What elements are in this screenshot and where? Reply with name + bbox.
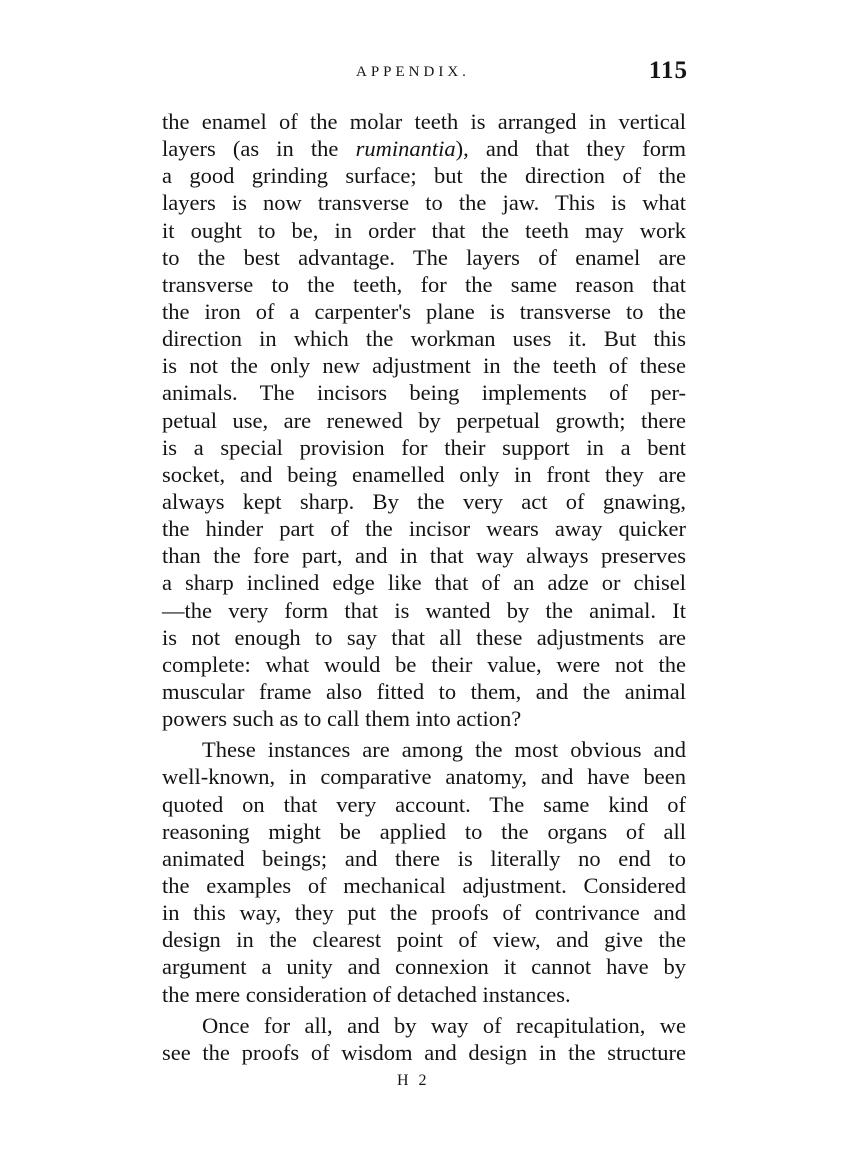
- text-line: petual use, are renewed by perpetual growth; there: [162, 407, 686, 433]
- text-line: the examples of mechanical adjustment. Considered: [162, 872, 686, 898]
- text-line: —the very form that is wanted by the animal. It: [162, 597, 686, 623]
- paragraph: [162, 736, 686, 1007]
- text-line: the iron of a carpenter's plane is transverse to the: [162, 298, 686, 324]
- running-head: [162, 57, 686, 91]
- text-line: always kept sharp. By the very act of gnawing,: [162, 488, 686, 514]
- text-line: the hinder part of the incisor wears away quicker: [162, 516, 686, 542]
- text-line: complete: what would be their value, were not the: [162, 651, 686, 677]
- text-line: animals. The incisors being implements of per-: [162, 380, 686, 406]
- text-line: a good grinding surface; but the direction of the: [162, 163, 686, 189]
- body-text: [162, 108, 686, 1066]
- italic-term: ruminantia: [355, 136, 456, 162]
- text-line: see the proofs of wisdom and design in the structure: [162, 1039, 686, 1065]
- text-line: design in the clearest point of view, and give the: [162, 927, 686, 953]
- text-line: layers (as in the ruminantia), and that they form: [162, 136, 686, 162]
- text-line: reasoning might be applied to the organs of all: [162, 818, 686, 844]
- text-line: a sharp inclined edge like that of an adze or chisel: [162, 570, 686, 596]
- text-line: layers is now transverse to the jaw. This is what: [162, 190, 686, 216]
- text-line: quoted on that very account. The same kind of: [162, 791, 686, 817]
- text-line: is a special provision for their support in a bent: [162, 434, 686, 460]
- text-line: is not enough to say that all these adjustments are: [162, 624, 686, 650]
- text-line: to the best advantage. The layers of enamel are: [162, 244, 686, 270]
- signature-mark: H 2: [397, 1072, 430, 1089]
- text-line: muscular frame also fitted to them, and the animal: [162, 678, 686, 704]
- text-line: Once for all, and by way of recapitulation, we: [202, 1012, 686, 1038]
- paragraph: [162, 1012, 686, 1066]
- text-line: These instances are among the most obvious and: [202, 737, 686, 763]
- text-line: the mere consideration of detached instances.: [162, 981, 571, 1007]
- text-line: socket, and being enamelled only in front they are: [162, 461, 686, 487]
- text-line: it ought to be, in order that the teeth may work: [162, 217, 686, 243]
- text-line: well-known, in comparative anatomy, and have been: [162, 764, 686, 790]
- running-head-title: APPENDIX.: [356, 64, 470, 80]
- text-line: is not the only new adjustment in the teeth of these: [162, 353, 686, 379]
- text-line: transverse to the teeth, for the same reason that: [162, 271, 686, 297]
- text-line: animated beings; and there is literally no end to: [162, 845, 686, 871]
- text-line: the enamel of the molar teeth is arranged in vertical: [162, 109, 686, 134]
- paragraph: [162, 108, 686, 732]
- text-line: powers such as to call them into action?: [162, 706, 522, 732]
- text-line: than the fore part, and in that way always preserves: [162, 543, 686, 569]
- text-line: direction in which the workman uses it. But this: [162, 326, 686, 352]
- text-line: argument a unity and connexion it cannot have by: [162, 954, 686, 980]
- page-number: 115: [648, 57, 688, 84]
- text-line: in this way, they put the proofs of contrivance and: [162, 900, 686, 926]
